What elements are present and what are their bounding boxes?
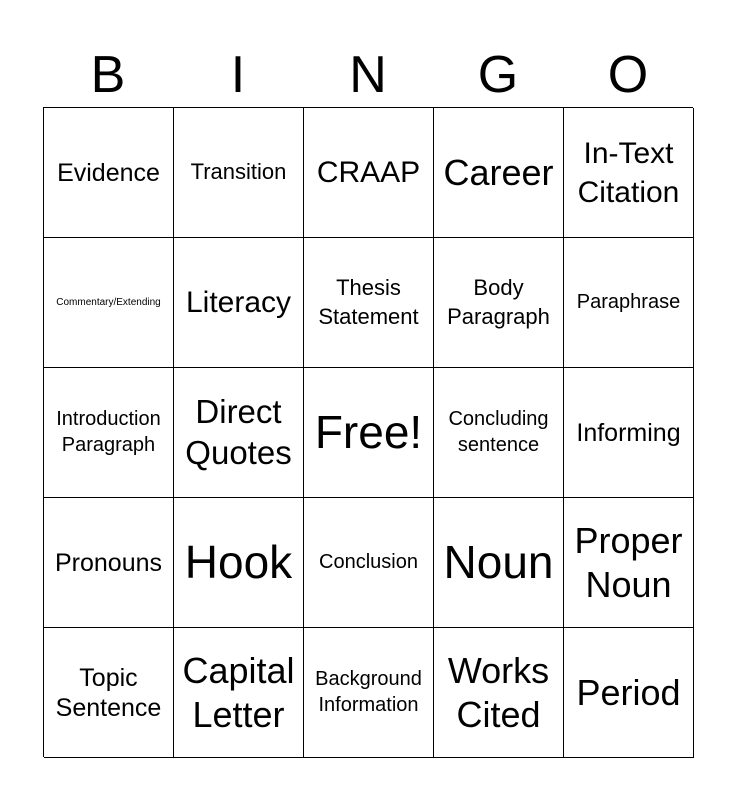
cell-label: Body Paragraph	[447, 274, 550, 329]
bingo-cell-informing[interactable]	[564, 368, 694, 498]
cell-label: Proper Noun	[574, 519, 683, 605]
cell-label: Background Information	[315, 667, 422, 716]
cell-label: Career	[443, 151, 554, 193]
bingo-cell-paraphrase[interactable]	[564, 238, 694, 368]
cell-label: Commentary/Extending	[56, 296, 161, 308]
cell-label: Direct Quotes	[185, 393, 292, 471]
bingo-cell-in-text-citation[interactable]	[564, 108, 694, 238]
bingo-cell-transition[interactable]	[174, 108, 304, 238]
cell-label: Capital Letter	[182, 649, 295, 735]
cell-label: Concluding sentence	[448, 407, 549, 456]
header-letter-b: B	[90, 46, 126, 104]
bingo-cell-introduction-paragraph[interactable]	[44, 368, 174, 498]
cell-label: In-Text Citation	[577, 136, 680, 209]
cell-label: Literacy	[185, 286, 292, 319]
header-letter-i: I	[230, 46, 246, 104]
bingo-cell-conclusion[interactable]	[304, 498, 434, 628]
bingo-cell-capital-letter[interactable]	[174, 628, 304, 758]
cell-label: Transition	[190, 159, 287, 185]
bingo-cell-career[interactable]	[434, 108, 564, 238]
bingo-cell-period[interactable]	[564, 628, 694, 758]
cell-label: Thesis Statement	[318, 274, 419, 329]
cell-label: Paraphrase	[576, 290, 681, 313]
bingo-cell-commentary-extending[interactable]	[44, 238, 174, 368]
cell-label: Pronouns	[54, 548, 163, 577]
cell-label: Introduction Paragraph	[56, 407, 161, 456]
bingo-cell-background-information[interactable]	[304, 628, 434, 758]
bingo-cell-free-space[interactable]	[304, 368, 434, 498]
header-letter-n: N	[349, 46, 387, 104]
bingo-cell-thesis-statement[interactable]	[304, 238, 434, 368]
cell-label: Informing	[576, 418, 681, 447]
cell-label: Free!	[314, 406, 423, 459]
cell-label: Evidence	[57, 158, 160, 187]
cell-label: Hook	[184, 536, 293, 589]
header-letter-o: O	[607, 46, 649, 104]
bingo-cell-body-paragraph[interactable]	[434, 238, 564, 368]
cell-label: Period	[576, 671, 681, 713]
header-letter-g: G	[477, 46, 519, 104]
bingo-cell-pronouns[interactable]	[44, 498, 174, 628]
bingo-cell-hook[interactable]	[174, 498, 304, 628]
bingo-cell-evidence[interactable]	[44, 108, 174, 238]
bingo-cell-topic-sentence[interactable]	[44, 628, 174, 758]
cell-label: Noun	[443, 536, 554, 589]
bingo-cell-works-cited[interactable]	[434, 628, 564, 758]
bingo-cell-proper-noun[interactable]	[564, 498, 694, 628]
bingo-cell-literacy[interactable]	[174, 238, 304, 368]
cell-label: Works Cited	[447, 649, 550, 735]
bingo-cell-direct-quotes[interactable]	[174, 368, 304, 498]
bingo-header	[43, 42, 693, 108]
cell-label: Topic Sentence	[55, 663, 162, 722]
bingo-cell-concluding-sentence[interactable]	[434, 368, 564, 498]
bingo-board	[43, 107, 693, 757]
bingo-cell-craap[interactable]	[304, 108, 434, 238]
cell-label: Conclusion	[319, 550, 418, 573]
bingo-cell-noun[interactable]	[434, 498, 564, 628]
cell-label: CRAAP	[316, 156, 421, 189]
